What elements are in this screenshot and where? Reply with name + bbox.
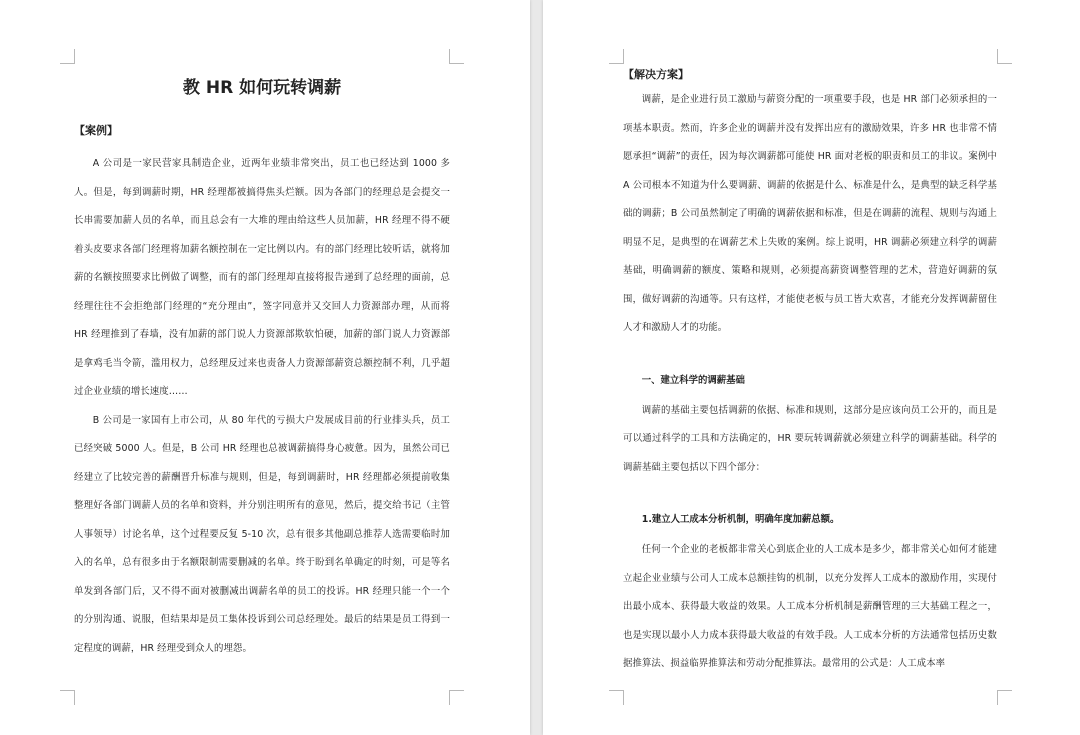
document-title: 教 HR 如何玩转调薪 xyxy=(182,78,342,98)
subsection-1-paragraph: 任何一个企业的老板都非常关心到底企业的人工成本是多少，都非常关心如何才能建立起企业业绩与公司人工成本总额挂钩的机制，以充分发挥人工成本的激励作用，实现付出最小成本、获得最大收益的效果。人工成本分析机制是薪酬管理的三大基础工程之一，也是实现以最小人力成本获得最大收益的有效手段。人工成本分析的方法通常包括历史数据推算法、损益临界推算法和劳动分配推算法。最常用的公式是：人工成本率 xyxy=(623,544,997,669)
page-corner-marker xyxy=(449,49,464,64)
page-corner-marker xyxy=(60,690,75,705)
document-page-right xyxy=(543,0,1080,735)
case-paragraph-a: A 公司是一家民营家具制造企业，近两年业绩非常突出，员工也已经达到 1000 多人。但是，每到调薪时期，HR 经理都被搞得焦头烂额。因为各部门的经理总是会提交一长串需要加薪人员的名单，而且总会有一大堆的理由给这些人员加薪，HR 经理不得不硬着头皮要求各部门经理将加薪名额控制在一定比例以内。有的部门经理比较听话，就将加薪的名额按照要求比例做了调整，而有的部门经理却直接将报告递到了总经理的面前，总经理往往不会拒绝部门经理的“充分理由”，签字同意并又交回人力资源部办理，从而将 HR 经理推到了春墙，没有加薪的部门说人力资源部欺软怕硬，加薪的部门说人力资源部是拿鸡毛当令箭，滥用权力，总经理反过来也责备人力资源部薪资总额控制不利，几乎超过企业业绩的增长速度…… xyxy=(74,158,450,397)
solution-heading: 【解决方案】 xyxy=(623,68,689,81)
document-page-left xyxy=(0,0,530,735)
page-corner-marker xyxy=(609,49,624,64)
subsection-1-heading: 1.建立人工成本分析机制，明确年度加薪总额。 xyxy=(641,514,840,525)
page-corner-marker xyxy=(997,690,1012,705)
page-corner-marker xyxy=(609,690,624,705)
section-1-paragraph: 调薪的基础主要包括调薪的依据、标准和规则，这部分是应该向员工公开的，而且是可以通过科学的工具和方法确定的，HR 要玩转调薪就必须建立科学的调薪基础。科学的调薪基础主要包括以下四个部分： xyxy=(623,404,997,473)
section-1-heading: 一、建立科学的调薪基础 xyxy=(641,374,745,386)
left-page-content xyxy=(74,70,450,663)
page-corner-marker xyxy=(60,49,75,64)
case-paragraph-b: B 公司是一家国有上市公司，从 80 年代的亏损大户发展成目前的行业排头兵，员工已经突破 5000 人。但是，B 公司 HR 经理也总被调薪搞得身心疲惫。因为，虽然公司已经建立了比较完善的薪酬晋升标准与规则，但是，每到调薪时，HR 经理都必须提前收集整理好各部门调薪人员的名单和资料，并分别注明所有的意见，然后，提交给书记（主管人事领导）讨论名单，这个过程要反复 5-10 次，总有很多其他副总推荐人选需要临时加入的名单，总有很多由于名额限制需要删减的名单。终于盼到名单确定的时刻，可是等名单发到各部门后，又不得不面对被删减出调薪名单的员工的投诉。HR 经理只能一个一个的分别沟通、说服，但结果却是员工集体投诉到公司总经理处。最后的结果是员工得到一定程度的调薪，HR 经理受到众人的埋怨。 xyxy=(74,414,450,654)
case-heading: 【案例】 xyxy=(74,124,118,137)
right-page-content xyxy=(623,66,997,679)
solution-intro-paragraph: 调薪，是企业进行员工激励与薪资分配的一项重要手段，也是 HR 部门必须承担的一项基本职责。然而，许多企业的调薪并没有发挥出应有的激励效果，许多 HR 也非常不情愿承担“调薪”的责任，因为每次调薪都可能使 HR 面对老板的职责和员工的非议。案例中 A 公司根本不知道为什么要调薪、调薪的依据是什么、标准是什么，是典型的缺乏科学基础的调薪；B 公司虽然制定了明确的调薪依据和标准，但是在调薪的流程、规则与沟通上明显不足，是典型的在调薪艺术上失败的案例。综上说明，HR 调薪必须建立科学的调薪基础，明确调薪的额度、策略和规则，必须提高薪资调整管理的艺术，营造好调薪的氛围，做好调薪的沟通等。只有这样，才能使老板与员工皆大欢喜，才能充分发挥调薪留住人才和激励人才的功能。 xyxy=(623,94,997,333)
page-corner-marker xyxy=(449,690,464,705)
page-corner-marker xyxy=(997,49,1012,64)
